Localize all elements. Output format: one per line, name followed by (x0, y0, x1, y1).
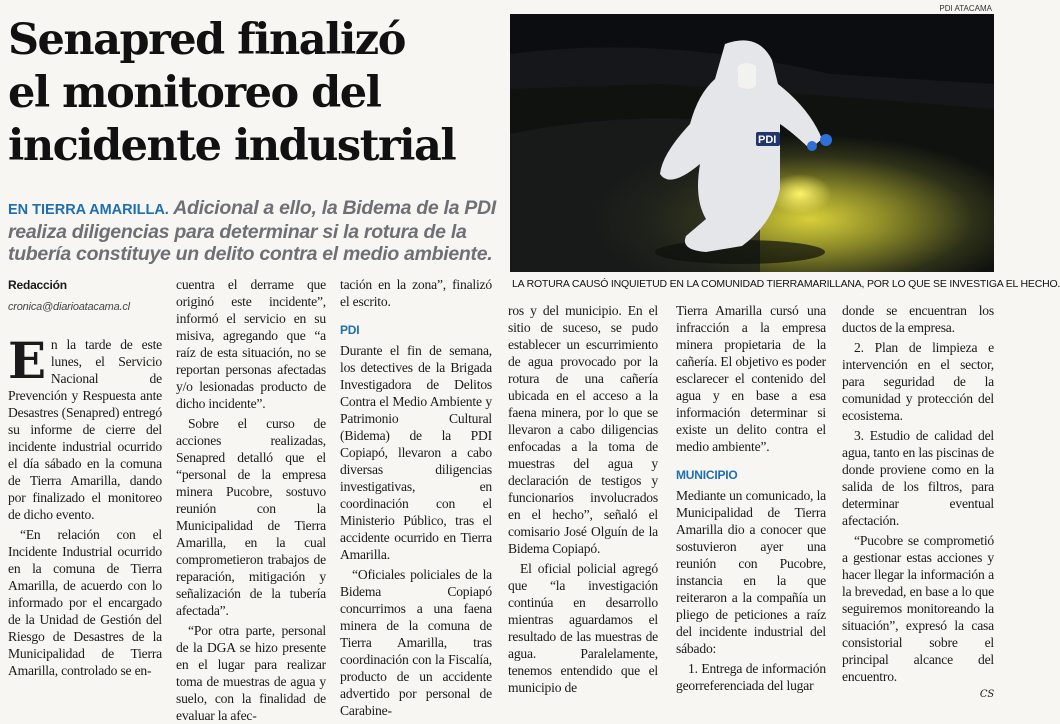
kicker-text: Adicional a ello, la Bidema de la PDI realiza diligencias para determinar si la rotura de la tubería constituye un delito contra el medio ambiente. (8, 197, 496, 265)
photo-illustration (510, 14, 994, 272)
col6-p1: donde se encuentran los ductos de la empresa. (842, 303, 994, 335)
headline-line-2: el monitoreo del (8, 68, 381, 118)
col5-p1: Tierra Amarilla cursó una infracción a la empresa minera propietaria de la cañería. El objetivo es poder esclarecer el contenido del agua y en base a esa información determinar si existe un delito contra el medio ambiente”. (676, 303, 826, 454)
col6-p4: “Pucobre se comprometió a gestionar estas acciones y hacer llegar la información a la brevedad, en base a lo que seguiremos monitoreando la situación”, expresó la casa consistorial sobre el principal alcance del encuentro. (842, 533, 994, 684)
photo-credit: PDI ATACAMA (939, 4, 992, 13)
column-2 (176, 276, 326, 724)
col5-p3: 1. Entrega de información georreferenciada del lugar (676, 661, 826, 693)
headline (8, 14, 503, 173)
headline-line-3: incidente industrial (8, 121, 456, 171)
news-photo (510, 14, 994, 272)
col2-p2: Sobre el curso de acciones realizadas, Senapred detalló que el “personal de la empresa minera Pucobre, sostuvo reunión con la Municipalidad de Tierra Amarilla, en la cual comprometieron trabajos de reparación, mitigación y señalización de la tubería afectada”. (176, 416, 326, 618)
column-1 (8, 276, 162, 679)
col1-p1: n la tarde de este lunes, el Servicio Nacional de Prevención y Respuesta ante Desastres (Senapred) entregó su informe de cierre del incidente industrial ocurrido el día sábado en la comuna de Tierra Amarilla, dando por finalizado el monitoreo de dicho evento. (8, 337, 162, 522)
author-email: cronica@diarioatacama.cl (8, 301, 130, 313)
col3-p1: tación en la zona”, finalizó el escrito. (340, 277, 492, 309)
kicker-tag: EN TIERRA AMARILLA. (8, 202, 169, 218)
byline: Redacción (8, 278, 67, 292)
column-4 (508, 302, 658, 696)
col6-p2: 2. Plan de limpieza e intervención en el sector, para seguridad de la comunidad y protección del ecosistema. (842, 340, 994, 423)
col3-p2: Durante el fin de semana, los detectives de la Brigada Investigadora de Delitos Contra el Medio Ambiente y Patrimonio Cultural (Bidema) de la PDI Copiapó, llevaron a cabo diversas diligencias investigativas, en coordinación con el Ministerio Público, tras el accidente ocurrido en Tierra Amarilla. (340, 343, 492, 562)
col5-p2: Mediante un comunicado, la Municipalidad de Tierra Amarilla dio a conocer que sostuvieron ayer una reunión con Pucobre, instancia en la que reiteraron a la compañía un pliego de peticiones a raíz del incidente industrial del sábado: (676, 488, 826, 656)
col1-p2: “En relación con el Incidente Industrial ocurrido en la comuna de Tierra Amarilla, de acuerdo con lo informado por el encargado de la Unidad de Gestión del Riesgo de Desastres de la Municipalidad de Tierra Amarilla, controlado se en- (8, 527, 162, 678)
subhead-pdi: PDI (340, 323, 360, 337)
subhead-municipio: MUNICIPIO (676, 468, 738, 482)
column-3 (340, 276, 492, 719)
col2-p3: “Por otra parte, personal de la DGA se hizo presente en el lugar para realizar toma de muestras de agua y suelo, con la finalidad de evaluar la afec- (176, 623, 326, 723)
col4-p2: El oficial policial agregó que “la investigación continúa en desarrollo mientras aguardamos el resultado de las muestras de agua. Paralelamente, tenemos entendido que el municipio de (508, 561, 658, 695)
column-5 (676, 302, 826, 694)
col2-p1: cuentra el derrame que originó este incidente”, informó el servicio en su misiva, agregando que “a raíz de esta situación, no se reportan personas afectadas y/o lesionadas producto de dicho incidente”. (176, 277, 326, 411)
photo-caption: LA ROTURA CAUSÓ INQUIETUD EN LA COMUNIDAD TIERRAMARILLANA, POR LO QUE SE INVESTIGA EL HECHO. (512, 278, 1060, 290)
headline-line-1: Senapred finalizó (8, 15, 405, 65)
kicker (8, 197, 506, 265)
vest-label: PDI (758, 134, 777, 146)
col6-p3: 3. Estudio de calidad del agua, tanto en las piscinas de donde proviene como en la salida de los filtros, para determinar eventual afectación. (842, 428, 994, 528)
col3-p3: “Oficiales policiales de la Bidema Copiapó concurrimos a una faena minera de la comuna de Tierra Amarilla, tras coordinación con la Fiscalía, producto de un accidente advertido por personal de Carabine- (340, 567, 492, 718)
column-6 (842, 302, 994, 700)
author-signature: CS (979, 689, 994, 700)
dropcap: E (8, 331, 46, 390)
col4-p1: ros y del municipio. En el sitio de suceso, se pudo establecer un escurrimiento de agua provocado por la rotura de una cañería ubicada en el acceso a la faena minera, por lo que se llevaron a cabo diligencias enfocadas a la toma de muestras del agua y declaración de testigos y funcionarios involucrados en el hecho”, señaló el comisario José Olguín de la Bidema Copiapó. (508, 303, 658, 556)
